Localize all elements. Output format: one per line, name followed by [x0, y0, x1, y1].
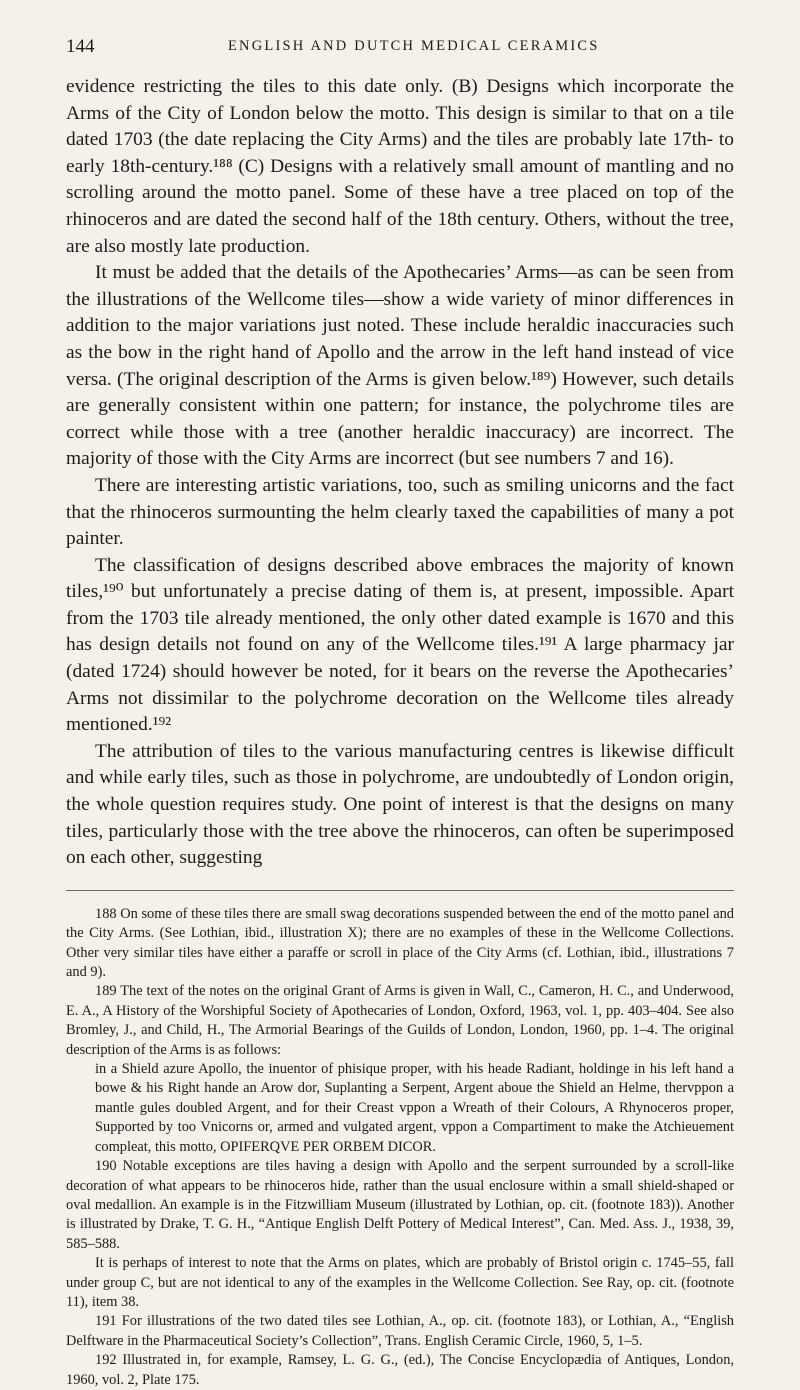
- footnote-192: 192 Illustrated in, for example, Ramsey, L. G. G., (ed.), The Concise Encyclopædia of Antiques, London, 1960, vol. 2, Plate 175.: [66, 1352, 734, 1388]
- paragraph: There are interesting artistic variations, too, such as smiling unicorns and the fact that the rhinoceros surmounting the helm clearly taxed the capabilities of many a pot painter.: [66, 474, 734, 550]
- footnotes: [66, 905, 734, 1390]
- footnote-189-quotation: in a Shield azure Apollo, the inuentor of phisique proper, with his heade Radiant, holdinge in his left hand a bowe & his Right hande an Arow dor, Suplanting a Serpent, Argent aboue the Shield an Helme, thervppon a mantle gules doubled Argent, and for their Creast vppon a Wreath of their Colours, A Rhynoceros proper, Supported by too Vnicorns or, armed and vulgated argent, vppon a Compartiment to make the Atchieuement compleat, this motto, OPIFERQVE PER ORBEM DICOR.: [95, 1061, 734, 1155]
- paragraph: The classification of designs described above embraces the majority of known tiles,¹⁹⁰ but unfortunately a precise dating of them is, at present, impossible. Apart from the 1703 tile already mentioned, the only other dated example is 1670 and this has design details not found on any of the Wellcome tiles.¹⁹¹ A large pharmacy jar (dated 1724) should however be noted, for it bears on the reverse the Apothecaries’ Arms not dissimilar to the polychrome decoration on the Wellcome tiles already mentioned.¹⁹²: [66, 554, 734, 736]
- page-number: 144: [66, 36, 95, 57]
- running-title: ENGLISH AND DUTCH MEDICAL CERAMICS: [228, 38, 600, 54]
- paragraph: evidence restricting the tiles to this date only. (B) Designs which incorporate the Arms of the City of London below the motto. This design is similar to that on a tile dated 1703 (the date replacing the City Arms) and the tiles are probably late 17th- to early 18th-century.¹⁸⁸ (C) Designs with a relatively small amount of mantling and no scrolling around the motto panel. Some of these have a tree placed on top of the rhinoceros and are dated the second half of the 18th century. Others, without the tree, are also mostly late production.: [66, 76, 734, 257]
- paragraph: The attribution of tiles to the various manufacturing centres is likewise difficult and while early tiles, such as those in polychrome, are undoubtedly of London origin, the whole question requires study. One point of interest is that the designs on many tiles, particularly those with the tree above the rhinoceros, can often be superimposed on each other, suggesting: [66, 740, 734, 869]
- main-text: [66, 74, 734, 872]
- footnote-189: 189 The text of the notes on the original Grant of Arms is given in Wall, C., Cameron, H. C., and Underwood, E. A., A History of the Worshipful Society of Apothecaries of London, Oxford, 1963, vol. 1, pp. 403–404. See also Bromley, J., and Child, H., The Armorial Bearings of the Guilds of London, London, 1960, pp. 1–4. The original description of the Arms is as follows:: [66, 983, 734, 1058]
- footnote-190-continuation: It is perhaps of interest to note that the Arms on plates, which are probably of Bristol origin c. 1745–55, fall under group C, but are not identical to any of the examples in the Wellcome Collection. See Ray, op. cit. (footnote 11), item 38.: [66, 1255, 734, 1310]
- footnote-190: 190 Notable exceptions are tiles having a design with Apollo and the serpent surrounded by a scroll-like decoration of what appears to be rhinoceros hide, rather than the usual enclosure within a small shield-shaped or oval medallion. An example is in the Fitzwilliam Museum (illustrated by Lothian, op. cit. (footnote 183)). Another is illustrated by Drake, T. G. H., “Antique English Delft Pottery of Medical Interest”, Can. Med. Ass. J., 1938, 39, 585–588.: [66, 1158, 734, 1252]
- running-header: [66, 36, 734, 58]
- paragraph: It must be added that the details of the Apothecaries’ Arms—as can be seen from the illustrations of the Wellcome tiles—show a wide variety of minor differences in addition to the major variations just noted. These include heraldic inaccuracies such as the bow in the right hand of Apollo and the arrow in the left hand instead of vice versa. (The original description of the Arms is given below.¹⁸⁹) However, such details are generally consistent within one pattern; for instance, the polychrome tiles are correct while those with a tree (another heraldic inaccuracy) are incorrect. The majority of those with the City Arms are incorrect (but see numbers 7 and 16).: [66, 262, 734, 470]
- footnote-188: 188 On some of these tiles there are small swag decorations suspended between the end of the motto panel and the City Arms. (See Lothian, ibid., illustration X); there are no examples of these in the Wellcome Collections. Other very similar tiles have either a paraffe or scroll in place of the City Arms (cf. Lothian, ibid., illustrations 7 and 9).: [66, 905, 734, 981]
- footnote-rule: [66, 890, 734, 891]
- footnote-191: 191 For illustrations of the two dated tiles see Lothian, A., op. cit. (footnote 183), or Lothian, A., “English Delftware in the Pharmaceutical Society’s Collection”, Trans. English Ceramic Circle, 1960, 5, 1–5.: [66, 1313, 734, 1349]
